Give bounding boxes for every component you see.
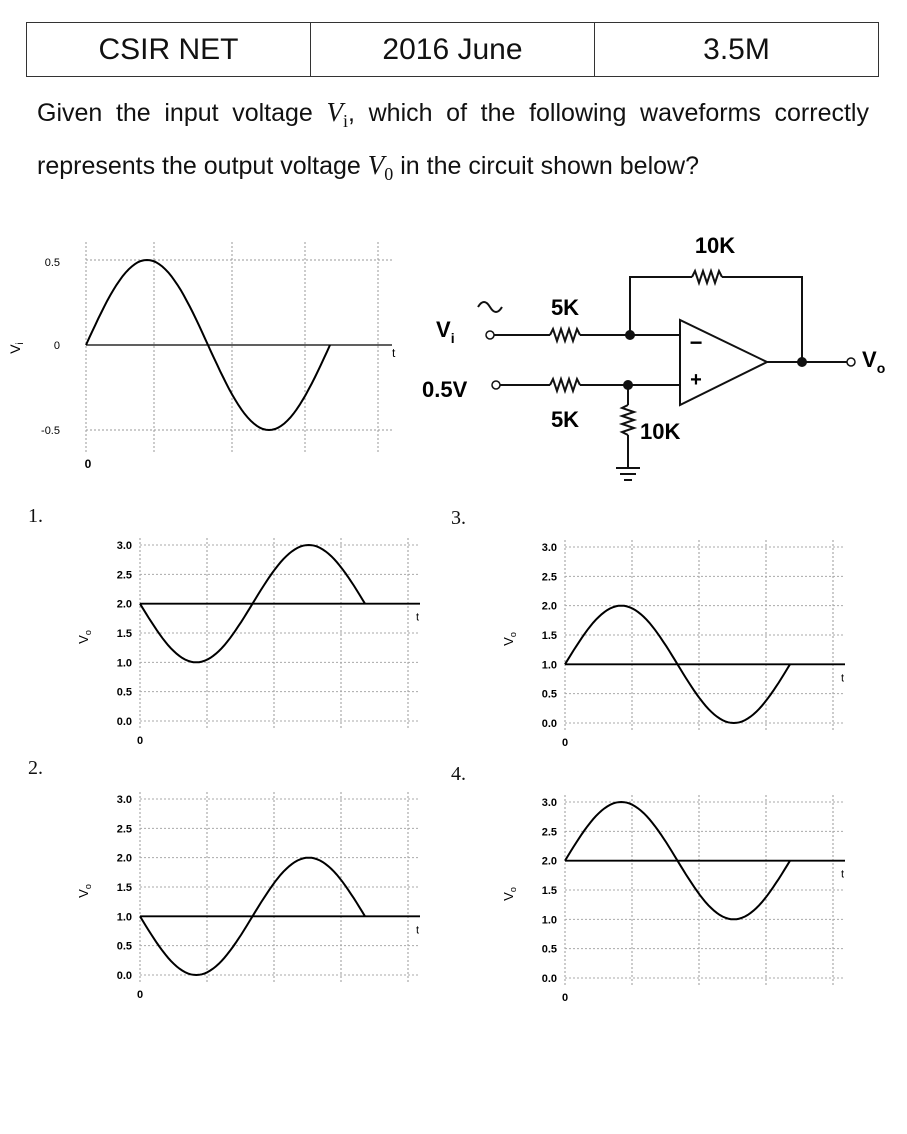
- y-tick-label: 0.0: [541, 973, 557, 985]
- option-1-plot[interactable]: [60, 528, 430, 748]
- y-tick-label: 2.0: [541, 855, 557, 868]
- y-tick-label: 0.0: [116, 716, 132, 728]
- ytick-neg-0.5: -0.5: [41, 425, 60, 437]
- vo-subscript: 0: [384, 164, 394, 184]
- y-tick-label: 0.0: [116, 970, 132, 982]
- origin-label: 0: [136, 989, 144, 1001]
- ground-resistor: [622, 405, 634, 435]
- ground-icon: [616, 468, 640, 480]
- y-axis-label: $V_o$: [76, 630, 93, 644]
- option-3-plot[interactable]: [485, 530, 875, 755]
- junction-node: [797, 357, 807, 367]
- y-tick-label: 0.5: [116, 940, 132, 953]
- option-3-number: 3.: [451, 507, 466, 529]
- vi-symbol: V: [326, 97, 343, 127]
- y-tick-label: 3.0: [541, 542, 557, 554]
- input-plot-grid: [86, 242, 392, 452]
- x-axis-label: t: [392, 346, 396, 360]
- y-tick-label: 2.0: [541, 600, 557, 613]
- noninverting-sign: +: [690, 369, 702, 391]
- vo-terminal: [847, 358, 855, 366]
- origin-label: 0: [561, 737, 569, 749]
- y-tick-label: 1.0: [116, 657, 132, 670]
- y-tick-label: 1.5: [541, 630, 557, 642]
- ground-resistor-label: 10K: [640, 419, 681, 444]
- feedback-resistor: [692, 271, 722, 283]
- y-tick-label: 2.5: [116, 823, 132, 836]
- y-tick-label: 2.5: [541, 571, 557, 584]
- y-tick-label: 1.5: [116, 882, 132, 894]
- y-tick-label: 2.0: [116, 852, 132, 865]
- option-1-number: 1.: [28, 505, 43, 527]
- option-2-plot[interactable]: [60, 782, 430, 1002]
- feedback-resistor-label: 10K: [694, 233, 736, 258]
- junction-node: [625, 330, 635, 340]
- y-tick-label: 1.5: [541, 885, 557, 897]
- vi-label: $V_i$: [436, 317, 455, 346]
- x-axis-label: t: [841, 672, 845, 685]
- svg-text:Vi: $V_i$: [7, 342, 26, 354]
- y-tick-label: 0.5: [541, 688, 557, 701]
- ac-source-icon: [478, 302, 502, 312]
- exam-name: CSIR NET: [27, 23, 311, 76]
- y-tick-label: 0.0: [541, 718, 557, 730]
- ytick-0.5: 0.5: [44, 257, 60, 269]
- question-marks: 3.5M: [703, 32, 770, 66]
- vi-terminal: [486, 331, 494, 339]
- y-tick-label: 0.5: [116, 686, 132, 699]
- y-tick-label: 2.5: [541, 826, 557, 839]
- y-axis-label: [7, 342, 26, 354]
- dc-terminal: [492, 381, 500, 389]
- y-axis-label: $V_o$: [501, 632, 518, 646]
- vo-label: $V_o$: [862, 347, 886, 376]
- input-waveform-plot: [0, 230, 420, 480]
- question-part-3: in the circuit shown below?: [400, 152, 700, 180]
- vo-symbol: V: [367, 150, 385, 180]
- y-axis-label: $V_o$: [76, 884, 93, 898]
- vi-subscript: i: [343, 111, 349, 131]
- ytick-0: 0: [53, 340, 60, 352]
- origin-label: 0: [561, 992, 569, 1004]
- question-text: [37, 90, 869, 196]
- question-part-1: Given the input voltage: [37, 99, 313, 127]
- y-tick-label: 3.0: [116, 540, 132, 552]
- y-tick-label: 3.0: [116, 794, 132, 806]
- x-axis-label: t: [841, 868, 845, 881]
- input-resistor-top: [550, 329, 580, 341]
- y-tick-label: 2.5: [116, 569, 132, 582]
- question-part-2: , which of the following waveforms correctly represents the output voltage: [37, 99, 869, 180]
- dc-input-label: 0.5V: [422, 377, 468, 402]
- y-tick-label: 1.5: [116, 628, 132, 640]
- y-tick-label: 0.5: [541, 943, 557, 956]
- feedback-wire-left: [630, 277, 692, 335]
- input-resistor-bottom-label: 5K: [550, 407, 580, 432]
- feedback-wire-right: [722, 277, 802, 362]
- option-2-number: 2.: [28, 757, 43, 779]
- y-tick-label: 3.0: [541, 797, 557, 809]
- origin-label: 0: [136, 735, 144, 747]
- op-amp-circuit: [410, 225, 907, 495]
- junction-node: [623, 380, 633, 390]
- x-axis-label: t: [416, 924, 420, 937]
- origin-label: 0: [84, 457, 92, 471]
- exam-session: 2016 June: [311, 23, 595, 76]
- inverting-sign: −: [689, 330, 703, 355]
- y-tick-label: 2.0: [116, 598, 132, 611]
- input-resistor-bottom: [550, 379, 580, 391]
- y-tick-label: 1.0: [541, 659, 557, 672]
- option-4-number: 4.: [451, 763, 466, 785]
- y-tick-label: 1.0: [116, 911, 132, 924]
- header-table: [26, 22, 879, 77]
- option-4-plot[interactable]: [485, 785, 865, 1005]
- x-axis-label: t: [416, 611, 420, 624]
- y-axis-label: $V_o$: [501, 887, 518, 901]
- input-resistor-top-label: 5K: [550, 295, 580, 320]
- y-tick-label: 1.0: [541, 914, 557, 927]
